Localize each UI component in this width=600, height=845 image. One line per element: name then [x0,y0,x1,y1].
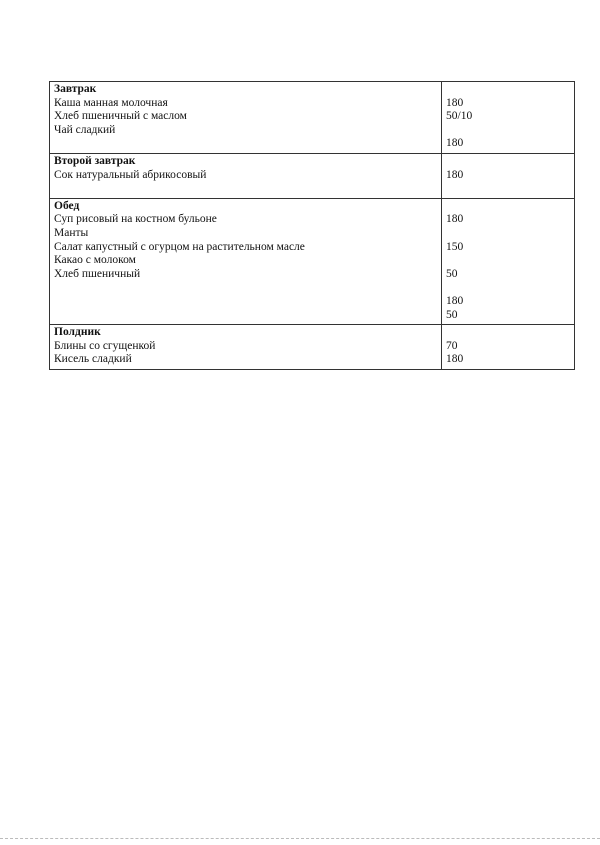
meal-row-lunch [50,198,575,324]
blank-line [54,295,437,309]
dish-name: Манты [54,226,89,239]
meal-row-second-breakfast [50,153,575,198]
meal-title: Обед [54,199,80,212]
dish-name: Хлеб пшеничный [54,267,141,280]
meal-names-cell [50,82,442,154]
meal-qty-cell [442,325,575,370]
menu-table [49,81,575,370]
dish-qty: 180 [446,137,464,150]
blank-line [446,281,570,295]
dish-qty: 180 [446,168,464,181]
dish-qty: 180 [446,294,464,307]
dish-qty: 50 [446,267,458,280]
dish-name: Чай сладкий [54,123,116,136]
dish-name: Кисель сладкий [54,353,132,366]
meal-qty-cell [442,198,575,324]
blank-line [446,254,570,268]
meal-title: Завтрак [54,83,97,95]
dish-qty: 150 [446,240,464,253]
dish-qty: 50/10 [446,110,473,123]
dish-qty: 70 [446,339,458,352]
meal-row-breakfast [50,82,575,154]
dish-name: Сок натуральный абрикосовый [54,168,207,181]
dish-name: Какао с молоком [54,254,136,267]
meal-title: Полдник [54,326,101,339]
dish-qty: 180 [446,353,464,366]
scan-edge-line [0,838,600,840]
dish-qty: 50 [446,308,458,321]
meal-qty-cell [442,82,575,154]
blank-line [446,155,570,169]
blank-line [446,83,570,97]
blank-line [446,227,570,241]
meal-qty-cell [442,153,575,198]
dish-name: Хлеб пшеничный с маслом [54,110,187,123]
dish-qty: 180 [446,213,464,226]
blank-line [446,200,570,214]
dish-name: Каша манная молочная [54,96,168,109]
meal-names-cell [50,325,442,370]
meal-row-afternoon-snack [50,325,575,370]
meal-names-cell [50,153,442,198]
dish-name: Блины со сгущенкой [54,339,156,352]
meal-title: Второй завтрак [54,154,136,167]
dish-qty: 180 [446,96,464,109]
blank-line [446,124,570,138]
dish-name: Салат капустный с огурцом на растительном масле [54,240,305,253]
meal-names-cell [50,198,442,324]
dish-name: Суп рисовый на костном бульоне [54,213,217,226]
blank-line [54,182,437,196]
blank-line [54,137,437,151]
blank-line [54,281,437,295]
blank-line [54,309,437,323]
blank-line [446,326,570,340]
